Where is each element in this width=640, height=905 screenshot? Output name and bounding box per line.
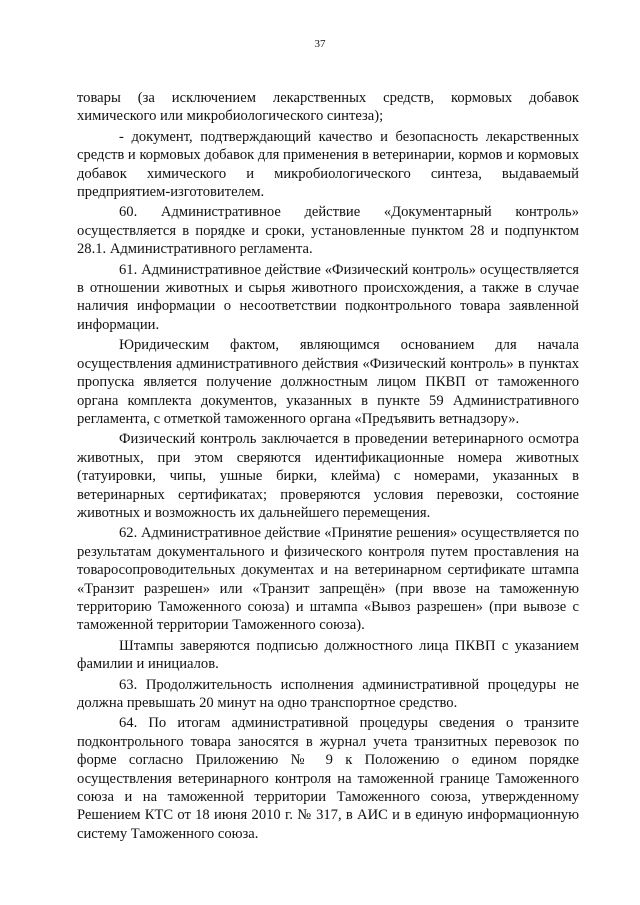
- paragraph-61-physical-control: 61. Административное действие «Физический контроль» осуществляется в отношении животных и сырья животного происхождения, а также в случае наличия информации о несоответствии подконтрольного товара заявленной информации.: [77, 261, 579, 333]
- document-body: [77, 89, 579, 843]
- paragraph-62-decision: 62. Административное действие «Принятие решения» осуществляется по результатам документального и физического контроля путем проставления на товаросопроводительных документах и на ветеринарном сертификате штампа «Транзит разрешен» или «Транзит запрещён» (при ввозе на таможенную территорию Таможенного союза) и штампа «Вывоз разрешен» (при вывозе с таможенной территории Таможенного союза).: [77, 525, 579, 634]
- paragraph-physical-control-description: Физический контроль заключается в проведении ветеринарного осмотра животных, при этом сверяются идентификационные номера животных (татуировки, чипы, ушные бирки, клейма) с номерами, указанных в ветеринарных сертификатах; проверяются условия перевозки, состояние животных и возможность их дальнейшего перемещения.: [77, 431, 579, 521]
- paragraph-60-documentary-control: 60. Административное действие «Документарный контроль» осуществляется в порядке и сроки, установленные пунктом 28 и подпунктом 28.1. Административного регламента.: [77, 204, 579, 258]
- paragraph-continuation-goods: товары (за исключением лекарственных средств, кормовых добавок химического или микробиологического синтеза);: [77, 90, 579, 125]
- paragraph-quality-document: - документ, подтверждающий качество и безопасность лекарственных средств и кормовых добавок для применения в ветеринарии, кормов и кормовых добавок химического и микробиологического синтеза, выдаваемый предприятием-изготовителем.: [77, 128, 579, 201]
- page-number: 37: [314, 38, 326, 50]
- paragraph-legal-fact: Юридическим фактом, являющимся основанием для начала осуществления административного действия «Физический контроль» в пунктах пропуска является получение должностным лицом ПКВП от таможенного органа комплекта документов, указанных в пункте 59 Административного регламента, с отметкой таможенного органа «Предъявить ветнадзору».: [77, 337, 579, 427]
- paragraph-64-results: 64. По итогам административной процедуры сведения о транзите подконтрольного товара заносятся в журнал учета транзитных перевозок по форме согласно Приложению № 9 к Положению о едином порядке осуществления ветеринарного контроля на таможенной границе Таможенного союза и на таможенной территории Таможенного союза, утвержденному Решением КТС от 18 июня 2010 г. № 317, в АИС и в единую информационную систему Таможенного союза.: [77, 715, 579, 842]
- paragraph-63-duration: 63. Продолжительность исполнения административной процедуры не должна превышать 20 минут на одно транспортное средство.: [77, 676, 579, 711]
- paragraph-stamps: Штампы заверяются подписью должностного лица ПКВП с указанием фамилии и инициалов.: [77, 637, 579, 673]
